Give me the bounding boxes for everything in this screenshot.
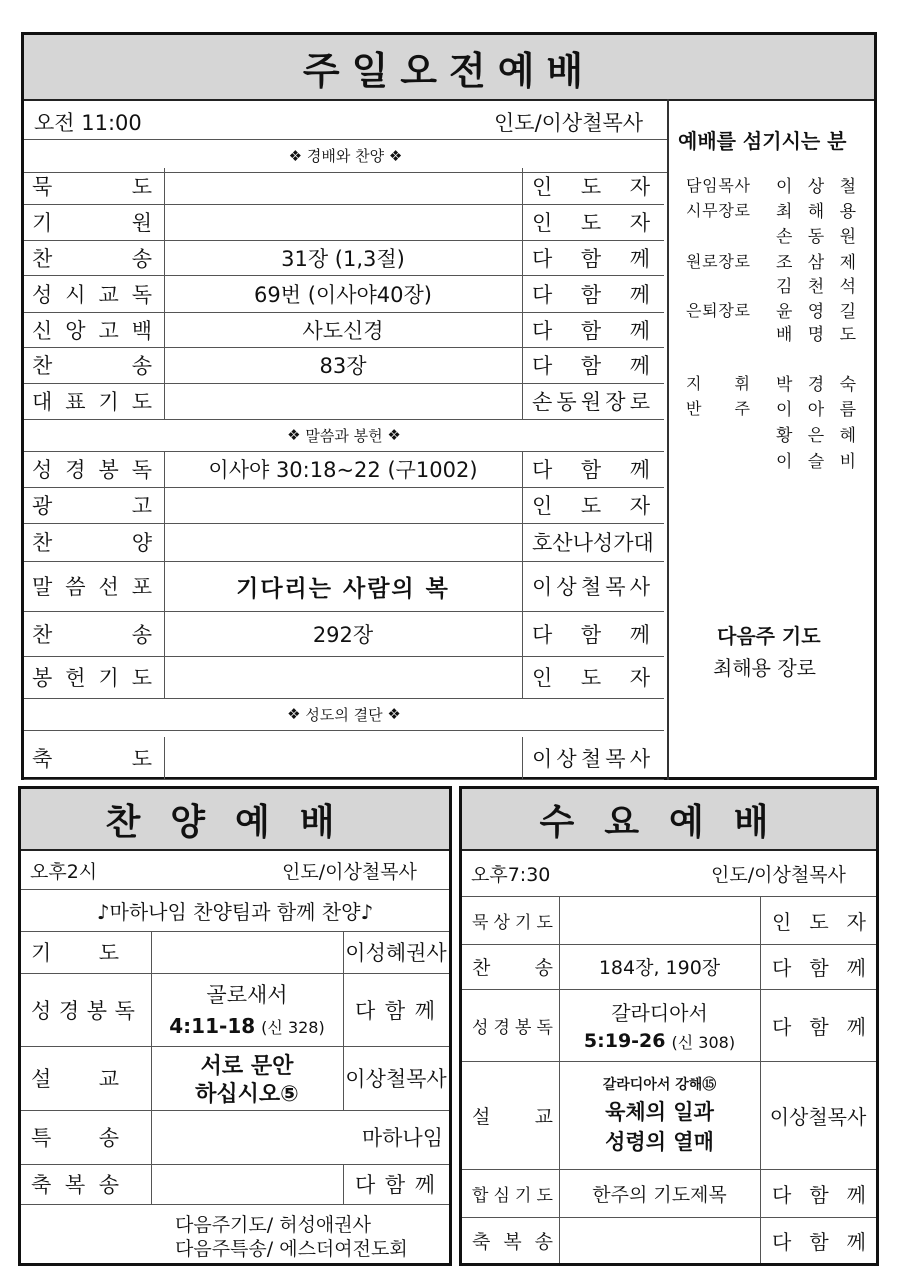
wednesday-person: 다 함 께 (772, 1182, 866, 1207)
order-item: 말 씀 선 포 (32, 575, 152, 599)
order-person: 호 산 나 성 가 대 (532, 531, 654, 555)
morning-time: 오전 11:00 (34, 111, 142, 135)
praise-person: 마하나임 (361, 1126, 443, 1150)
wednesday-content: 한주의 기도제목 (592, 1183, 727, 1206)
praise-sermon-title: 하십시오⑤ (195, 1081, 299, 1107)
order-person: 인 도 자 (532, 175, 650, 199)
order-person: 인 도 자 (532, 666, 650, 690)
server-role: 시 무 장 로 (686, 200, 750, 220)
wednesday-item: 합 심 기 도 (472, 1185, 553, 1206)
section-label: 말씀과 봉헌 (305, 426, 383, 445)
server-role: 담 임 목 사 (686, 175, 750, 195)
section-label: 성도의 결단 (305, 705, 383, 724)
praise-banner: ♪마하나임 찬양팀과 함께 찬양♪ (96, 899, 374, 924)
section-header: ❖ 성도의 결단 ❖ (287, 705, 401, 724)
server-name: 이 슬 비 (776, 451, 856, 472)
order-person: 다 함 께 (532, 318, 650, 343)
praise-sermon-title: 서로 문안 (200, 1053, 294, 1079)
order-item: 묵 도 (32, 175, 152, 199)
order-person: 다 함 께 (532, 458, 650, 482)
server-name: 최 해 용 (776, 201, 856, 222)
morning-title: 주일오전예배 (24, 35, 874, 101)
order-content (164, 737, 522, 779)
order-item: 성 경 봉 독 (32, 458, 152, 482)
servers-heading: 예배를 섬기시는 분 (678, 129, 847, 153)
wednesday-content: 184장, 190장 (598, 957, 721, 979)
server-name: 이 아 름 (776, 399, 856, 420)
order-person: 손 동 원 장 로 (532, 390, 650, 414)
server-name: 조 삼 제 (776, 252, 856, 273)
praise-title: 찬양예배 (21, 789, 449, 851)
order-content (164, 168, 522, 204)
order-person: 다 함 께 (532, 246, 650, 271)
praise-item: 성 경 봉 독 (31, 998, 135, 1023)
wednesday-person: 인 도 자 (772, 909, 866, 934)
praise-scripture-ref (151, 1011, 343, 1041)
next-prayer-name: 최해용 장로 (713, 656, 816, 680)
wednesday-person: 다 함 께 (772, 956, 866, 980)
hymnal-ref: (신 328) (261, 1017, 325, 1037)
order-item: 축 도 (32, 747, 152, 771)
server-name: 황 은 혜 (776, 425, 856, 446)
order-item: 기 원 (32, 211, 152, 235)
order-item: 봉 헌 기 도 (32, 666, 152, 690)
wednesday-item: 축 복 송 (472, 1230, 553, 1253)
order-item: 성 시 교 독 (32, 282, 152, 307)
server-name: 김 천 석 (776, 276, 856, 297)
morning-leader: 인도/이상철목사 (494, 111, 644, 135)
order-content: 31장 (1,3절) (281, 246, 405, 271)
order-person: 이 상 철 목 사 (532, 747, 650, 771)
wednesday-title: 수요예배 (462, 789, 876, 851)
server-name: 배 명 도 (776, 324, 856, 345)
order-content: 사도신경 (302, 318, 384, 343)
praise-scripture-book: 골로새서 (206, 983, 288, 1007)
praise-leader: 인도/이상철목사 (282, 861, 417, 883)
server-name: 박 경 숙 (776, 374, 856, 395)
order-person: 다 함 께 (532, 622, 650, 647)
wednesday-leader: 인도/이상철목사 (711, 864, 846, 886)
verse: 4:11-18 (169, 1014, 256, 1038)
wednesday-person: 이상철목사 (769, 1104, 867, 1129)
order-item: 신 앙 고 백 (32, 318, 152, 343)
order-item: 대 표 기 도 (32, 390, 152, 414)
wednesday-time: 오후7:30 (471, 864, 551, 886)
order-person: 이 상 철 목 사 (532, 575, 650, 599)
order-person: 인 도 자 (532, 494, 650, 518)
verse: 5:19-26 (583, 1030, 666, 1052)
order-person: 인 도 자 (532, 211, 650, 235)
praise-person: 이상철목사 (345, 1067, 447, 1091)
praise-person: 이성혜권사 (345, 941, 447, 965)
server-name: 손 동 원 (776, 226, 856, 247)
order-person: 다 함 께 (532, 282, 650, 307)
praise-person: 다 함 께 (355, 998, 435, 1023)
praise-item: 축 복 송 (31, 1173, 119, 1197)
wednesday-item: 찬 송 (472, 957, 553, 979)
server-role: 은 퇴 장 로 (686, 300, 750, 320)
praise-next-special: 다음주특송/ 에스더여전도회 (175, 1238, 408, 1260)
praise-item: 특 송 (31, 1126, 119, 1150)
order-content: 292장 (312, 622, 374, 647)
wednesday-item: 성 경 봉 독 (472, 1017, 553, 1038)
order-item: 찬 양 (32, 531, 152, 555)
wednesday-person: 다 함 께 (772, 1229, 866, 1254)
server-name: 윤 영 길 (776, 301, 856, 322)
praise-item: 설 교 (31, 1067, 119, 1091)
order-content (164, 487, 522, 523)
praise-item: 기 도 (31, 941, 119, 965)
server-role: 원 로 장 로 (686, 251, 750, 271)
wednesday-person: 다 함 께 (772, 1014, 866, 1039)
server-name: 이 상 철 (776, 176, 856, 197)
order-item: 찬 송 (32, 246, 152, 271)
wed-sermon-title: 육체의 일과 (605, 1100, 714, 1124)
order-person: 다 함 께 (532, 354, 650, 378)
order-item: 광 고 (32, 494, 152, 518)
wednesday-item: 묵 상 기 도 (472, 912, 553, 933)
wednesday-content (559, 1217, 760, 1263)
wednesday-item: 설 교 (472, 1105, 553, 1128)
praise-time: 오후2시 (30, 861, 98, 883)
server-role: 반 주 (686, 398, 750, 418)
server-role: 지 휘 (686, 373, 750, 393)
wed-sermon-series: 갈라디아서 강해⑮ (602, 1077, 717, 1093)
order-item: 찬 송 (32, 354, 152, 378)
order-content: 69번 (이사야40장) (254, 282, 432, 307)
order-content (164, 383, 522, 419)
order-item: 찬 송 (32, 622, 152, 647)
praise-person: 다 함 께 (355, 1173, 435, 1197)
hymnal-ref: (신 308) (671, 1032, 736, 1052)
wed-scripture-book: 갈라디아서 (611, 1000, 708, 1025)
wed-sermon-title: 성령의 열매 (605, 1130, 714, 1154)
order-content: 83장 (319, 354, 367, 378)
order-content (164, 204, 522, 240)
next-prayer-label: 다음주 기도 (717, 624, 821, 648)
order-content: 이사야 30:18~22 (구1002) (208, 458, 478, 482)
order-content: 기다리는 사람의 복 (236, 575, 450, 602)
wed-scripture-ref (559, 1027, 760, 1055)
section-header: ❖ 경배와 찬양 ❖ (288, 146, 403, 165)
wednesday-content (559, 896, 760, 944)
praise-next-prayer: 다음주기도/ 허성애권사 (175, 1214, 371, 1236)
order-content (164, 523, 522, 561)
section-header: ❖ 말씀과 봉헌 ❖ (287, 426, 401, 445)
order-content (164, 656, 522, 698)
